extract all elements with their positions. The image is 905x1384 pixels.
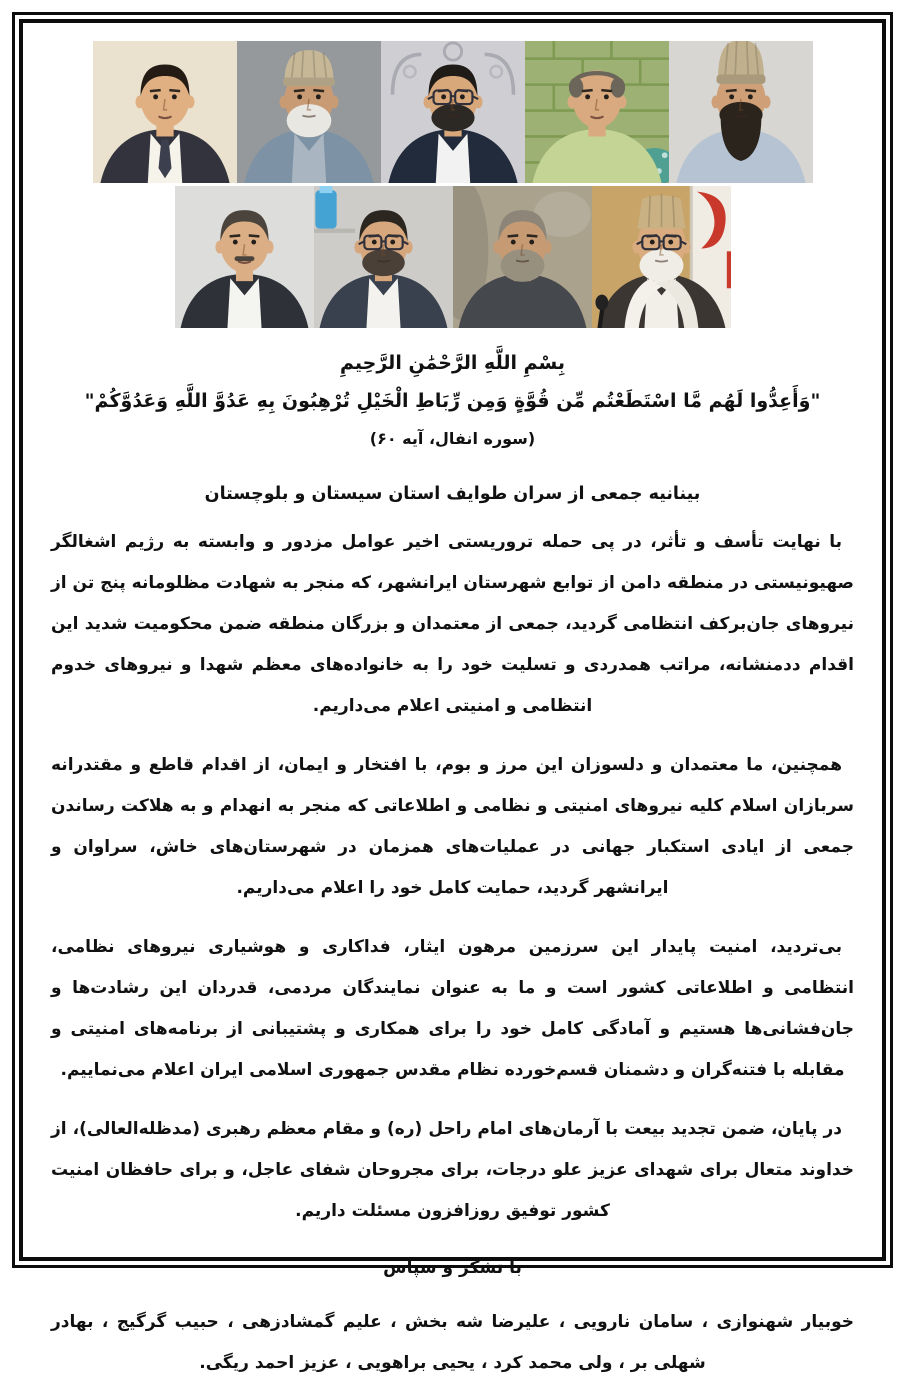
- outer-border-frame: [12, 12, 893, 1373]
- statement-title: بینانیه جمعی از سران طوایف استان سیستان و بلوچستان: [204, 484, 701, 504]
- signatories-names: خوبیار شهنوازی ، سامان نارویی ، علیرضا شه بخش ، علیم گمشادزهی ، حبیب گرگیج ، بهادر شهلی بر ، ولی محمد کرد ، یحیی براهویی ، عزیز احمد ریگی.: [51, 1312, 854, 1373]
- portrait-man-glasses-office-avatar: [314, 186, 453, 328]
- paragraph-condolence: با نهایت تأسف و تأثر، در پی حمله تروریستی اخیر عوامل مزدور و وابسته به رژیم اشغالگر صهیونیستی در منطقه دامن از توابع شهرستان ایرانشهر، که منجر به شهادت مظلومانه پنج تن از نیروهای جان‌برکف انتظامی گردید، جمعی از معتمدان و بزرگان منطقه ضمن محکومیت شدید این اقدام ددمنشانه، مراتب همدردی و تسلیت خود را به خانواده‌های معظم شهدا و نیروهای خدوم انتظامی و امنیتی اعلام می‌داریم.: [51, 532, 854, 716]
- portrait-elder-gray-beard-outdoor-avatar: [453, 186, 592, 328]
- portrait-man-green-kurta-avatar: [525, 41, 669, 183]
- portrait-man-long-beard-tall-knit-cap: [669, 41, 813, 183]
- portrait-elder-gray-beard-outdoor: [453, 186, 592, 328]
- portrait-man-green-kurta: [525, 41, 669, 183]
- portrait-elder-white-beard-knit-cap-avatar: [237, 41, 381, 183]
- portrait-cleric-turban-flag-avatar: [592, 186, 731, 328]
- portrait-man-mustache-dark-suit: [175, 186, 314, 328]
- portrait-young-man-suit-tie-avatar: [93, 41, 237, 183]
- inner-border-frame: [19, 19, 886, 1373]
- paragraph-allegiance: در پایان، ضمن تجدید بیعت با آرمان‌های امام راحل (ره) و مقام معظم رهبری (مدظله‌العالی)، از خداوند متعال برای شهدای عزیز علو درجات، برای مجروحان شفای عاجل، و برای حافظان امنیت کشور توفیق روزافزون مسئلت داریم.: [51, 1119, 854, 1221]
- portraits-row-top: [49, 41, 856, 183]
- portraits-row-bottom: [49, 186, 856, 328]
- portrait-man-long-beard-tall-knit-cap-avatar: [669, 41, 813, 183]
- portrait-cleric-turban-flag: [592, 186, 731, 328]
- closing-thanks: با تشکر و سپاس: [383, 1258, 522, 1278]
- verse-reference: (سوره انفال، آیه ۶۰): [369, 429, 536, 448]
- bismillah-line: بِسْمِ اللَّهِ الرَّحْمَٰنِ الرَّحِيمِ: [340, 352, 565, 374]
- portrait-young-man-suit-tie: [93, 41, 237, 183]
- portrait-elder-white-beard-knit-cap: [237, 41, 381, 183]
- portrait-man-glasses-navy-blazer-avatar: [381, 41, 525, 183]
- portrait-man-glasses-office: [314, 186, 453, 328]
- quran-verse: "وَأَعِدُّوا لَهُم مَّا اسْتَطَعْتُم مِّن قُوَّةٍ وَمِن رِّبَاطِ الْخَيْلِ تُرْهِبُونَ بِهِ عَدُوَّ اللَّهِ وَعَدُوَّكُمْ": [84, 390, 821, 412]
- paragraph-security: بی‌تردید، امنیت پایدار این سرزمین مرهون ایثار، فداکاری و هوشیاری نیروهای نظامی، انتظامی و اطلاعاتی کشور است و ما به عنوان نمایندگان مردمی، قدردان این رشادت‌ها و جان‌فشانی‌ها هستیم و آمادگی کامل خود را برای همکاری و پشتیبانی از برنامه‌های امنیتی و مقابله با فتنه‌گران و دشمنان قسم‌خورده نظام مقدس جمهوری اسلامی ایران اعلام می‌نماییم.: [51, 937, 854, 1080]
- paragraph-support: همچنین، ما معتمدان و دلسوزان این مرز و بوم، با افتخار و ایمان، از اقدام قاطع و مقتدرانه سربازان اسلام کلیه نیروهای امنیتی و نظامی و اطلاعاتی که منجر به انهدام و به هلاکت رساندن جمعی از ایادی استکبار جهانی در عملیات‌های همزمان در شهرستان‌های خاش، سراوان و ایرانشهر گردید، حمایت کامل خود را اعلام می‌داریم.: [51, 755, 854, 898]
- portrait-man-glasses-navy-blazer: [381, 41, 525, 183]
- portrait-man-mustache-dark-suit-avatar: [175, 186, 314, 328]
